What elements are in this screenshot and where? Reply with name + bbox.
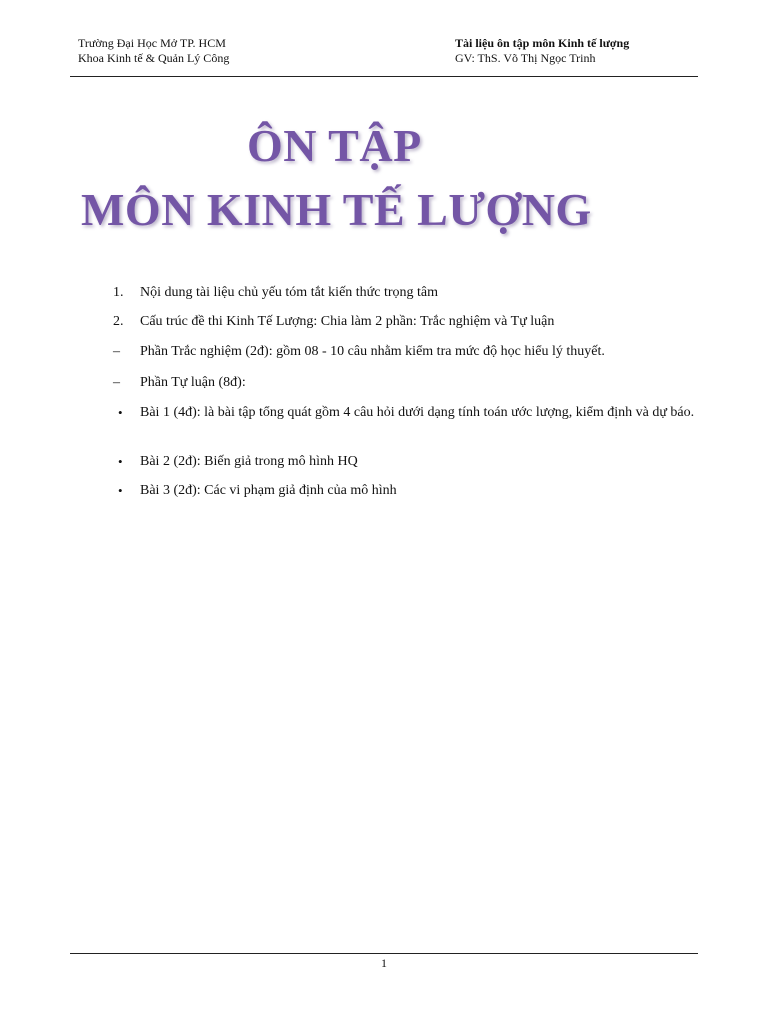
title-banner (75, 112, 655, 250)
header-divider (70, 76, 698, 77)
title-line-1: ÔN TẬP (247, 120, 422, 171)
list-item-text: Nội dung tài liệu chủ yếu tóm tắt kiến thức trọng tâm (140, 285, 439, 300)
list-item-text: Phần Trắc nghiệm (2đ): gồm 08 - 10 câu nhằm kiểm tra mức độ học hiểu lý thuyết. (140, 344, 605, 359)
list-item-text: Bài 1 (4đ): là bài tập tổng quát gồm 4 câu hỏi dưới dạng tính toán ước lượng, kiểm định và dự báo. (140, 405, 695, 420)
list-item-text: Bài 2 (2đ): Biến giả trong mô hình HQ (140, 454, 358, 469)
header-left (78, 36, 229, 66)
list-marker: 1. (113, 285, 124, 300)
footer-divider (70, 953, 698, 954)
faculty-name: Khoa Kinh tế & Quản Lý Công (78, 51, 230, 65)
page-number: 1 (381, 956, 387, 970)
title-line-2: MÔN KINH TẾ LƯỢNG (81, 184, 592, 235)
header-right (455, 36, 629, 66)
bullet-marker: • (118, 454, 123, 469)
list-item-text: Cấu trúc đề thi Kinh Tế Lượng: Chia làm 2 phần: Trắc nghiệm và Tự luận (140, 314, 555, 329)
list-item-text: Bài 3 (2đ): Các vi phạm giả định của mô hình (140, 483, 397, 498)
list-marker: 2. (113, 314, 124, 329)
lecturer-name: GV: ThS. Võ Thị Ngọc Trinh (455, 51, 596, 65)
bullet-marker: • (118, 405, 123, 420)
document-title: Tài liệu ôn tập môn Kinh tế lượng (455, 36, 630, 50)
bullet-marker: • (118, 483, 123, 498)
list-marker: – (113, 375, 120, 390)
list-item-text: Phần Tự luận (8đ): (140, 375, 246, 390)
list-marker: – (113, 344, 120, 359)
school-name: Trường Đại Học Mở TP. HCM (78, 36, 226, 50)
